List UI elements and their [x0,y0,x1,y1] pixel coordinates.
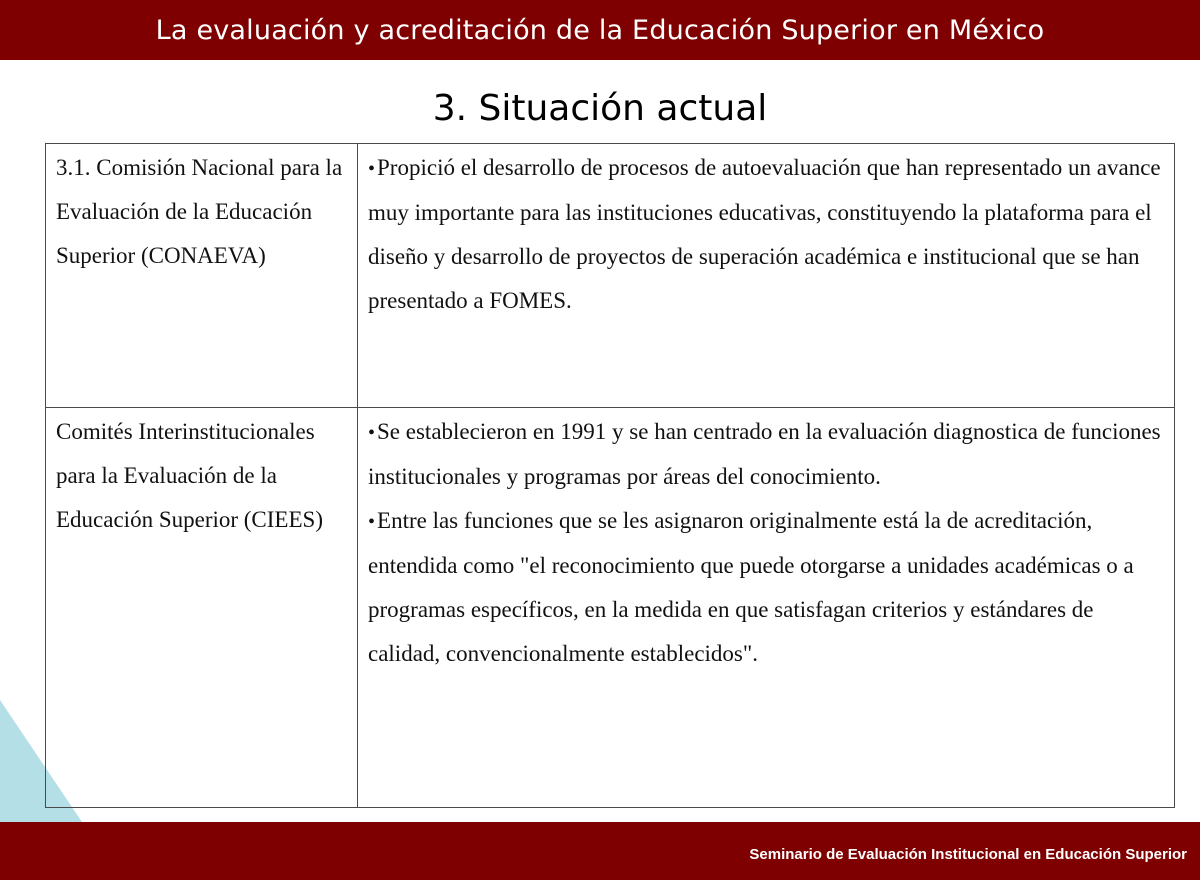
bullet-item [368,410,1164,499]
header-bar [0,0,1200,60]
bullet-text: Se establecieron en 1991 y se han centrado en la evaluación diagnostica de funciones institucionales y programas por áreas del conocimiento. [368,419,1161,490]
row-label-cell [46,408,358,808]
slide-title: 3. Situación actual [432,88,768,129]
footer-text: Seminario de Evaluación Institucional en Educación Superior [749,846,1187,863]
footer-bar [0,822,1200,880]
bullet-icon: • [368,158,376,180]
bullet-text: Entre las funciones que se les asignaron originalmente está la de acreditación, entendida como "el reconocimiento que puede otorgarse a unidades académicas o a programas específicos, en la medida en que satisfagan criterios y estándares de calidad, convencionalmente establecidos". [368,508,1134,667]
bullet-icon: • [368,511,376,534]
bullet-item [368,499,1164,676]
row-label: 3.1. Comisión Nacional para la Evaluación de la Educación Superior (CONAEVA) [56,155,343,268]
content-table [45,143,1175,808]
bullet-icon: • [368,422,376,445]
table-row [46,408,1175,808]
row-label-cell [46,144,358,408]
row-content-cell [358,408,1175,808]
row-label: Comités Interinstitucionales para la Evaluación de la Educación Superior (CIEES) [56,419,323,533]
bullet-item [368,146,1164,323]
header-title: La evaluación y acreditación de la Educación Superior en México [155,14,1045,46]
row-content-cell [358,144,1175,408]
bullet-text: Propició el desarrollo de procesos de autoevaluación que han representado un avance muy importante para las instituciones educativas, constituyendo la plataforma para el diseño y desarrollo de proyectos de superación académica e institucional que se han presentado a FOMES. [368,155,1161,313]
table-row [46,144,1175,408]
